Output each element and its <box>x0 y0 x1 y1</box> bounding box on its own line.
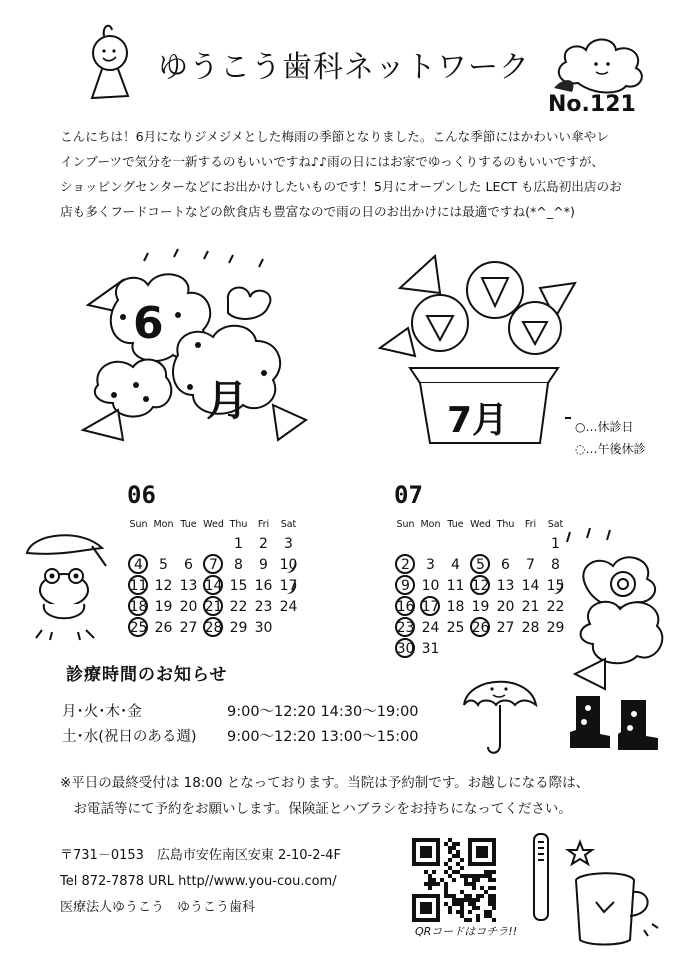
hours-days: 月･火･木･金 <box>62 704 142 720</box>
calendar-day-closed: 12 <box>468 576 493 597</box>
calendar-day <box>468 639 493 660</box>
notice-line: ※平日の最終受付は 18:00 となっております。当院は予約制です。お越しになる際は、 <box>60 775 590 791</box>
weekday-header: Mon <box>420 519 441 530</box>
calendar-day <box>393 534 418 555</box>
intro-line: ショッピングセンターなどにお出かけしたいものです！5月にオープンした LECT も広島初出店のお <box>60 179 622 194</box>
calendar-day <box>443 534 468 555</box>
calendar-day <box>201 534 226 555</box>
hours-row <box>62 700 419 721</box>
weekday-header: Sat <box>280 519 297 530</box>
hours-times: 9:00～12:20 14:30～19:00 <box>227 704 419 720</box>
calendar-day: 13 <box>179 578 198 594</box>
rain-boots-icon <box>566 694 661 754</box>
calendar-day: 27 <box>179 620 198 636</box>
calendar-day-closed: 5 <box>468 555 493 576</box>
calendar-day: 10 <box>421 578 440 594</box>
calendar-day: 3 <box>426 557 435 573</box>
calendar-day-closed: 18 <box>126 597 151 618</box>
calendar-day: 24 <box>421 620 440 636</box>
calendar-day <box>276 618 301 639</box>
weekday-header: Sun <box>129 519 148 530</box>
calendar-day <box>468 534 493 555</box>
calendar-day-closed: 9 <box>393 576 418 597</box>
qr-caption: QRコードはコチラ!! <box>415 925 518 938</box>
calendar-day: 25 <box>446 620 465 636</box>
calendar-day <box>518 534 543 555</box>
calendar-day: 6 <box>501 557 510 573</box>
calendar-day: 23 <box>254 599 273 615</box>
calendar-day <box>418 534 443 555</box>
calendar-day: 19 <box>154 599 173 615</box>
calendar-day: 12 <box>154 578 173 594</box>
hours-days: 土･水(祝日のある週) <box>62 729 197 745</box>
weekday-header: Tue <box>447 519 464 530</box>
calendar-day-afternoon-closed: 10 <box>276 555 301 576</box>
newsletter-title: ゆうこう歯科ネットワーク <box>158 50 530 85</box>
qr-code[interactable] <box>412 838 498 924</box>
issue-number: No.121 <box>548 92 636 117</box>
weekday-header: Wed <box>470 519 491 530</box>
calendar-day <box>443 639 468 660</box>
calendar-day: 8 <box>551 557 560 573</box>
calendar-day: 29 <box>546 620 565 636</box>
calendar-day-closed: 26 <box>468 618 493 639</box>
calendar-day: 21 <box>521 599 540 615</box>
hours-title: 診療時間のお知らせ <box>66 665 228 685</box>
june-calendar-month: 06 <box>127 481 156 509</box>
weekday-header: Wed <box>203 519 224 530</box>
calendar-legend <box>575 416 645 460</box>
calendar-day: 3 <box>284 536 293 552</box>
july-calendar-month: 07 <box>394 481 423 509</box>
calendar-day: 7 <box>526 557 535 573</box>
contact-info <box>60 843 341 921</box>
weekday-header: Thu <box>496 519 515 530</box>
calendar-day: 1 <box>551 536 560 552</box>
calendar-day: 28 <box>521 620 540 636</box>
calendar-day-afternoon-closed: 17 <box>276 576 301 597</box>
calendar-day: 22 <box>229 599 248 615</box>
weekday-header: Sat <box>547 519 564 530</box>
calendar-day: 29 <box>229 620 248 636</box>
clinic-name: 医療法人ゆうこう ゆうこう歯科 <box>60 900 256 915</box>
weekday-header: Fri <box>257 519 270 530</box>
calendar-day <box>493 639 518 660</box>
legend-closed-day: ○…休診日 <box>575 420 634 434</box>
june-month-kanji: 月 <box>206 376 249 425</box>
calendar-day <box>126 534 151 555</box>
june-calendar <box>126 516 301 639</box>
calendar-day <box>493 534 518 555</box>
calendar-day: 18 <box>446 599 465 615</box>
weekday-header: Fri <box>524 519 537 530</box>
calendar-day-closed: 17 <box>418 597 443 618</box>
calendar-day: 27 <box>496 620 515 636</box>
calendar-day: 1 <box>234 536 243 552</box>
toothbrush-icon <box>530 832 552 922</box>
notice-line: お電話等にて予約をお願いします。保険証とハブラシをお持ちになってください。 <box>60 801 572 817</box>
calendar-day: 9 <box>259 557 268 573</box>
calendar-day: 4 <box>451 557 460 573</box>
calendar-day-closed: 28 <box>201 618 226 639</box>
weekday-header: Thu <box>229 519 248 530</box>
hours-times: 9:00～12:20 13:00～15:00 <box>227 729 419 745</box>
intro-line: インブーツで気分を一新するのもいいですね♪♪雨の日にはお家でゆっくりするのもいいですが、 <box>60 154 605 169</box>
intro-line: こんにちは！6月になりジメジメとした梅雨の季節となりました。こんな季節にはかわいい傘やレ <box>60 129 609 144</box>
calendar-day: 13 <box>496 578 515 594</box>
calendar-day: 30 <box>254 620 273 636</box>
calendar-day: 31 <box>421 641 440 657</box>
calendar-day-closed: 30 <box>393 639 418 660</box>
snail-hydrangea-illustration <box>565 524 675 694</box>
calendar-day: 20 <box>179 599 198 615</box>
calendar-day-closed: 21 <box>201 597 226 618</box>
reservation-notice <box>60 770 589 822</box>
star-icon <box>566 840 594 866</box>
calendar-day: 6 <box>184 557 193 573</box>
dental-mascot-icon <box>80 18 150 103</box>
hydrangea-illustration <box>78 245 308 455</box>
calendar-day-closed: 25 <box>126 618 151 639</box>
calendar-day-closed: 23 <box>393 618 418 639</box>
clinic-tel-url[interactable]: Tel 872-7878 URL http//www.you-cou.com/ <box>60 874 337 889</box>
weekday-header: Tue <box>180 519 197 530</box>
hours-row <box>62 725 419 746</box>
calendar-day-closed: 7 <box>201 555 226 576</box>
july-month-label: 7月 <box>447 400 509 441</box>
calendar-day: 19 <box>471 599 490 615</box>
cup-icon <box>570 868 665 948</box>
calendar-day-closed: 2 <box>393 555 418 576</box>
calendar-day: 14 <box>521 578 540 594</box>
calendar-day: 22 <box>546 599 565 615</box>
calendar-day: 11 <box>446 578 465 594</box>
calendar-day-closed: 16 <box>393 597 418 618</box>
calendar-day: 5 <box>159 557 168 573</box>
calendar-day <box>176 534 201 555</box>
calendar-day: 26 <box>154 620 173 636</box>
calendar-day-afternoon-closed: 15 <box>543 576 568 597</box>
calendar-day: 20 <box>496 599 515 615</box>
cloud-mascot-icon <box>548 28 658 98</box>
calendar-day: 16 <box>254 578 273 594</box>
calendar-day-closed: 14 <box>201 576 226 597</box>
calendar-day: 24 <box>279 599 298 615</box>
calendar-day: 2 <box>259 536 268 552</box>
calendar-day: 8 <box>234 557 243 573</box>
calendar-day-closed: 11 <box>126 576 151 597</box>
june-month-numeral: 6 <box>133 298 164 349</box>
intro-line: 店も多くフードコートなどの飲食店も豊富なので雨の日のお出かけには最適ですね(*^_^*) <box>60 204 575 219</box>
july-calendar <box>393 516 568 660</box>
calendar-day <box>518 639 543 660</box>
calendar-day-closed: 4 <box>126 555 151 576</box>
weekday-header: Mon <box>153 519 174 530</box>
legend-afternoon-closed: ◌…午後休診 <box>575 442 646 456</box>
weekday-header: Sun <box>396 519 415 530</box>
frog-with-leaf-illustration <box>22 528 117 643</box>
calendar-day: 15 <box>229 578 248 594</box>
umbrella-illustration <box>460 665 540 760</box>
intro-paragraph <box>60 124 660 224</box>
clinic-address: 〒731－0153 広島市安佐南区安東 2-10-2-4F <box>60 848 341 863</box>
calendar-day <box>151 534 176 555</box>
